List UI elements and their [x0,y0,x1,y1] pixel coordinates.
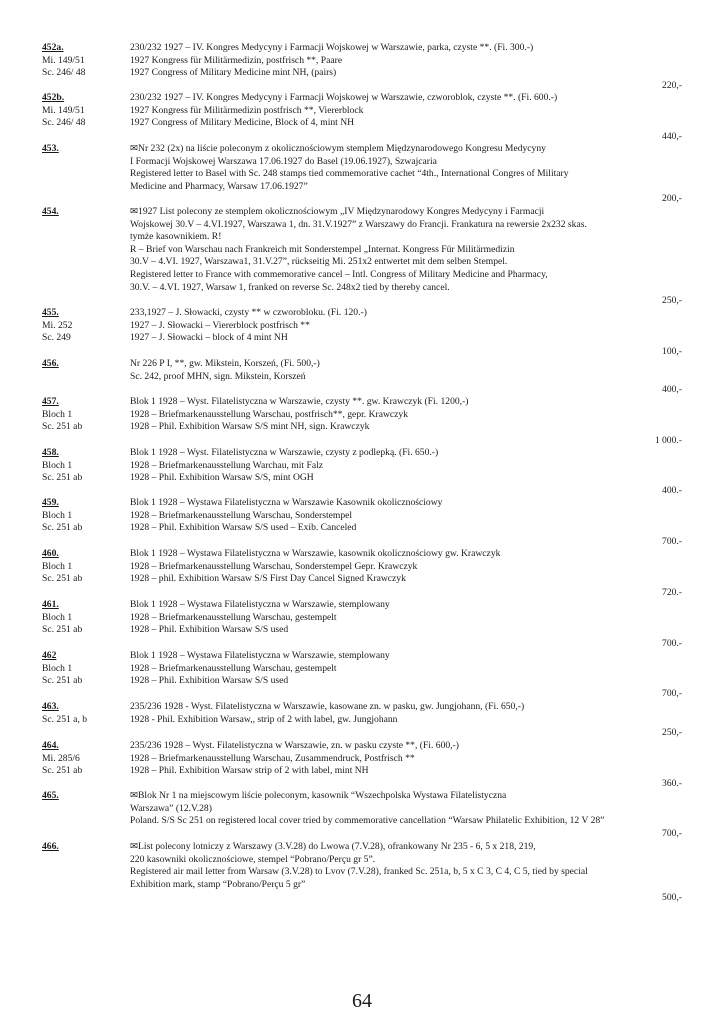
description-line: 1928 – Briefmarkenausstellung Warschau, Sonderstempel Gepr. Krawczyk [130,560,418,572]
description-line: ✉Blok Nr 1 na miejscowym liście poleconym, kasownik “Wszechpolska Wystawa Filatelistyczna [130,790,507,801]
lot-price: 400.- [662,485,682,496]
lot-description [130,740,660,778]
description-line: 1928 – Briefmarkenausstellung Warschau, gestempelt [130,611,337,623]
lot-number: 464. [42,740,59,751]
lot-price: 500,- [662,892,682,903]
lot-description [130,447,660,485]
description-line: 1928 – Briefmarkenausstellung Warchau, mit Falz [130,459,324,471]
lot-number: 456. [42,358,59,369]
lot-description [130,396,660,434]
lot-reference-column [42,701,127,726]
description-line: 1928 – Phil. Exhibition Warsaw S/S mint NH, sign. Krawczyk [130,421,370,433]
catalog-reference: Sc. 246/ 48 [42,117,86,129]
description-line: 1928 – Phil. Exhibition Warsaw strip of 2 with label, mint NH [130,765,369,777]
lot-price: 250,- [662,727,682,738]
lot-description [130,42,660,80]
description-line: Blok 1 1928 – Wyst. Filatelistyczna w Warszawie, czysty z podlepką. (Fi. 650.-) [130,447,439,458]
description-line: 230/232 1927 – IV. Kongres Medycyny i Farmacji Wojskowej w Warszawie, czworoblok, czyste **. (Fi. 600.-) [130,92,558,103]
catalog-reference: Mi. 285/6 [42,752,80,764]
description-line: 1928 – Briefmarkenausstellung Warschau, Sonderstempel [130,509,353,521]
lot-price: 1 000.- [654,435,682,446]
lot-reference-column [42,143,127,156]
lot-number: 453. [42,143,59,154]
description-line: 1928 – phil. Exhibition Warsaw S/S First Day Cancel Signed Krawczyk [130,573,406,585]
description-line: Medicine and Pharmacy, Warsaw 17.06.1927” [130,180,308,192]
lot-price: 700,- [662,688,682,699]
description-line: 1927 – J. Słowacki – block of 4 mint NH [130,332,288,344]
lot-number: 454. [42,206,59,217]
lot-description [130,599,660,637]
catalog-reference: Sc. 246/ 48 [42,67,86,79]
lot-number: 452b. [42,92,65,103]
description-line: Poland. S/S Sc 251 on registered local cover tried by commemorative cancellation “Warsaw Philatelic Exhibition, 12 V 28” [130,815,605,827]
description-line: Warszawa” (12.V.28) [130,802,212,814]
description-line: 1928 – Phil. Exhibition Warsaw S/S, mint OGH [130,472,314,484]
lot-number: 466. [42,841,59,852]
lot-price: 700,- [662,828,682,839]
lot-reference-column [42,497,127,535]
catalog-reference: Sc. 251 ab [42,624,83,636]
lot-number: 462 [42,650,57,661]
description-line: 235/236 1928 – Wyst. Filatelistyczna w Warszawie, zn. w pasku czyste **, (Fi. 600,-) [130,740,459,751]
description-line: 1928 – Briefmarkenausstellung Warschau, Zusammendruck, Postfrisch ** [130,752,415,764]
description-line: Blok 1 1928 – Wystawa Filatelistyczna w Warszawie, kasownik okolicznościowy gw. Krawczyk [130,548,501,559]
description-line: 30.V – 4.VI. 1927, Warszawa1, 31.V.27”, rückseitig Mi. 251x2 entwertet mit dem selben Stempel. [130,256,508,268]
lot-reference-column [42,790,127,803]
lot-price: 720.- [662,587,682,598]
lot-description [130,497,660,535]
description-line: 233,1927 – J. Słowacki, czysty ** w czworobloku. (Fi. 120.-) [130,307,367,318]
description-line: 1927 Kongress für Militärmedizin, postfrisch **, Paare [130,54,343,66]
lot-number: 463. [42,701,59,712]
description-line: Registered letter to Basel with Sc. 248 stamps tied commemorative cachet “4th., International Congres of Military [130,168,569,180]
lot-reference-column [42,307,127,345]
catalog-reference: Bloch 1 [42,560,73,572]
lot-description [130,548,660,586]
description-line: 1928 – Phil. Exhibition Warsaw S/S used [130,624,289,636]
lot-reference-column [42,740,127,778]
lot-description [130,650,660,688]
description-line: 1927 – J. Słowacki – Viererblock postfrisch ** [130,319,310,331]
lot-price: 700.- [662,536,682,547]
catalog-reference: Sc. 251 ab [42,472,83,484]
catalog-reference: Sc. 251 ab [42,522,83,534]
catalog-reference: Sc. 251 ab [42,573,83,585]
description-line: Blok 1 1928 – Wystawa Filatelistyczna w Warszawie, stemplowany [130,650,390,661]
description-line: 1928 – Phil. Exhibition Warsaw S/S used – Exib. Canceled [130,522,357,534]
lot-reference-column [42,650,127,688]
lot-description [130,790,660,828]
lot-reference-column [42,447,127,485]
lot-number: 465. [42,790,59,801]
description-line: 1928 – Briefmarkenausstellung Warschau, gestempelt [130,662,337,674]
lot-price: 100,- [662,346,682,357]
description-line: 1927 Congress of Military Medicine, Block of 4, mint NH [130,117,355,129]
description-line: 1927 Kongress für Militärmedizin postfrisch **, Viererblock [130,104,364,116]
lot-reference-column [42,206,127,219]
description-line: R – Brief von Warschau nach Frankreich mit Sonderstempel „Internat. Kongress Für Militärmedizin [130,243,515,255]
lot-price: 220,- [662,80,682,91]
description-line: 220 kasowniki okolicznościowe, stempel “Pobrano/Perçu gr 5”. [130,853,376,865]
catalog-reference: Sc. 251 ab [42,421,83,433]
lot-reference-column [42,548,127,586]
lot-number: 452a. [42,42,64,53]
catalog-reference: Bloch 1 [42,509,73,521]
lot-description [130,206,660,294]
catalog-reference: Sc. 251 ab [42,765,83,777]
lot-reference-column [42,841,127,854]
lot-reference-column [42,599,127,637]
lot-description [130,307,660,345]
catalog-reference: Mi. 149/51 [42,104,85,116]
description-line: Registered air mail letter from Warsaw (3.V.28) to Lvov (7.V.28), franked Sc. 251a, b, 5 x C 3, C 4, C 5, tied by special [130,866,588,878]
lot-reference-column [42,396,127,434]
lot-description [130,358,660,383]
description-line: Blok 1 1928 – Wyst. Filatelistyczna w Warszawie, czysty **. gw. Krawczyk (Fi. 1200,-) [130,396,469,407]
description-line: ✉List polecony lotniczy z Warszawy (3.V.28) do Lwowa (7.V.28), ofrankowany Nr 235 - 6, 5 x 218, 219, [130,841,536,852]
description-line: I Formacji Wojskowej Warszawa 17.06.1927 do Basel (19.06.1927), Szwajcaria [130,155,437,167]
description-line: 1928 - Phil. Exhibition Warsaw,, strip of 2 with label, gw. Jungjohann [130,713,398,725]
page-number: 64 [352,990,372,1012]
catalog-reference: Mi. 149/51 [42,54,85,66]
description-line: Blok 1 1928 – Wystawa Filatelistyczna w Warszawie, stemplowany [130,599,390,610]
description-line: 235/236 1928 - Wyst. Filatelistyczna w Warszawie, kasowane zn. w pasku, gw. Jungjohann, (Fi. 650,-) [130,701,525,712]
description-line: 30.V. – 4.VI. 1927, Warsaw 1, franked on reverse Sc. 248x2 tied by thereby cancel. [130,281,450,293]
lot-price: 250,- [662,295,682,306]
description-line: 1928 – Phil. Exhibition Warsaw S/S used [130,675,289,687]
lot-price: 360.- [662,778,682,789]
catalog-reference: Bloch 1 [42,408,73,420]
lot-description [130,701,660,726]
description-line: Exhibition mark, stamp “Pobrano/Perçu 5 gr” [130,878,306,890]
lot-number: 457. [42,396,59,407]
catalog-reference: Sc. 249 [42,332,71,344]
description-line: tymże kasownikiem. R! [130,231,222,243]
description-line: Wojskowej 30.V – 4.VI.1927, Warszawa 1, dn. 31.V.1927” z Warszawy do Francji. Frankatura na rewersie 2x232 skas. [130,218,587,230]
lot-number: 459. [42,497,59,508]
description-line: ✉1927 List polecony ze stemplem okolicznościowym „IV Międzynarodowy Kongres Medycyny i Farmacji [130,206,545,217]
lot-description [130,143,660,193]
catalog-reference: Sc. 251 a, b [42,713,88,725]
description-line: Registered letter to France with commemorative cancel – Intl. Congress of Military Medicine and Pharmacy, [130,268,548,280]
catalog-reference: Bloch 1 [42,611,73,623]
catalog-reference: Sc. 251 ab [42,675,83,687]
description-line: 230/232 1927 – IV. Kongres Medycyny i Farmacji Wojskowej w Warszawie, parka, czyste **. (Fi. 300.-) [130,42,534,53]
description-line: Blok 1 1928 – Wystawa Filatelistyczna w Warszawie Kasownik okolicznościowy [130,497,443,508]
catalog-reference: Bloch 1 [42,459,73,471]
description-line: 1928 – Briefmarkenausstellung Warschau, postfrisch**, gepr. Krawczyk [130,408,408,420]
catalog-reference: Bloch 1 [42,662,73,674]
lot-reference-column [42,358,127,371]
description-line: 1927 Congress of Military Medicine mint NH, (pairs) [130,67,337,79]
lot-number: 458. [42,447,59,458]
lot-number: 455. [42,307,59,318]
lot-price: 200,- [662,193,682,204]
lot-description [130,92,660,130]
lot-reference-column [42,92,127,130]
lot-number: 460. [42,548,59,559]
description-line: ✉Nr 232 (2x) na liście poleconym z okolicznościowym stemplem Międzynarodowego Kongresu Medycyny [130,143,546,154]
lot-number: 461. [42,599,59,610]
description-line: Nr 226 P I, **, gw. Mikstein, Korszeń, (Fi. 500,-) [130,358,320,369]
lot-price: 700.- [662,638,682,649]
lot-reference-column [42,42,127,80]
lot-price: 400,- [662,384,682,395]
catalog-reference: Mi. 252 [42,319,73,331]
lot-price: 440,- [662,131,682,142]
description-line: Sc. 242, proof MHN, sign. Mikstein, Korszeń [130,370,306,382]
lot-description [130,841,660,891]
